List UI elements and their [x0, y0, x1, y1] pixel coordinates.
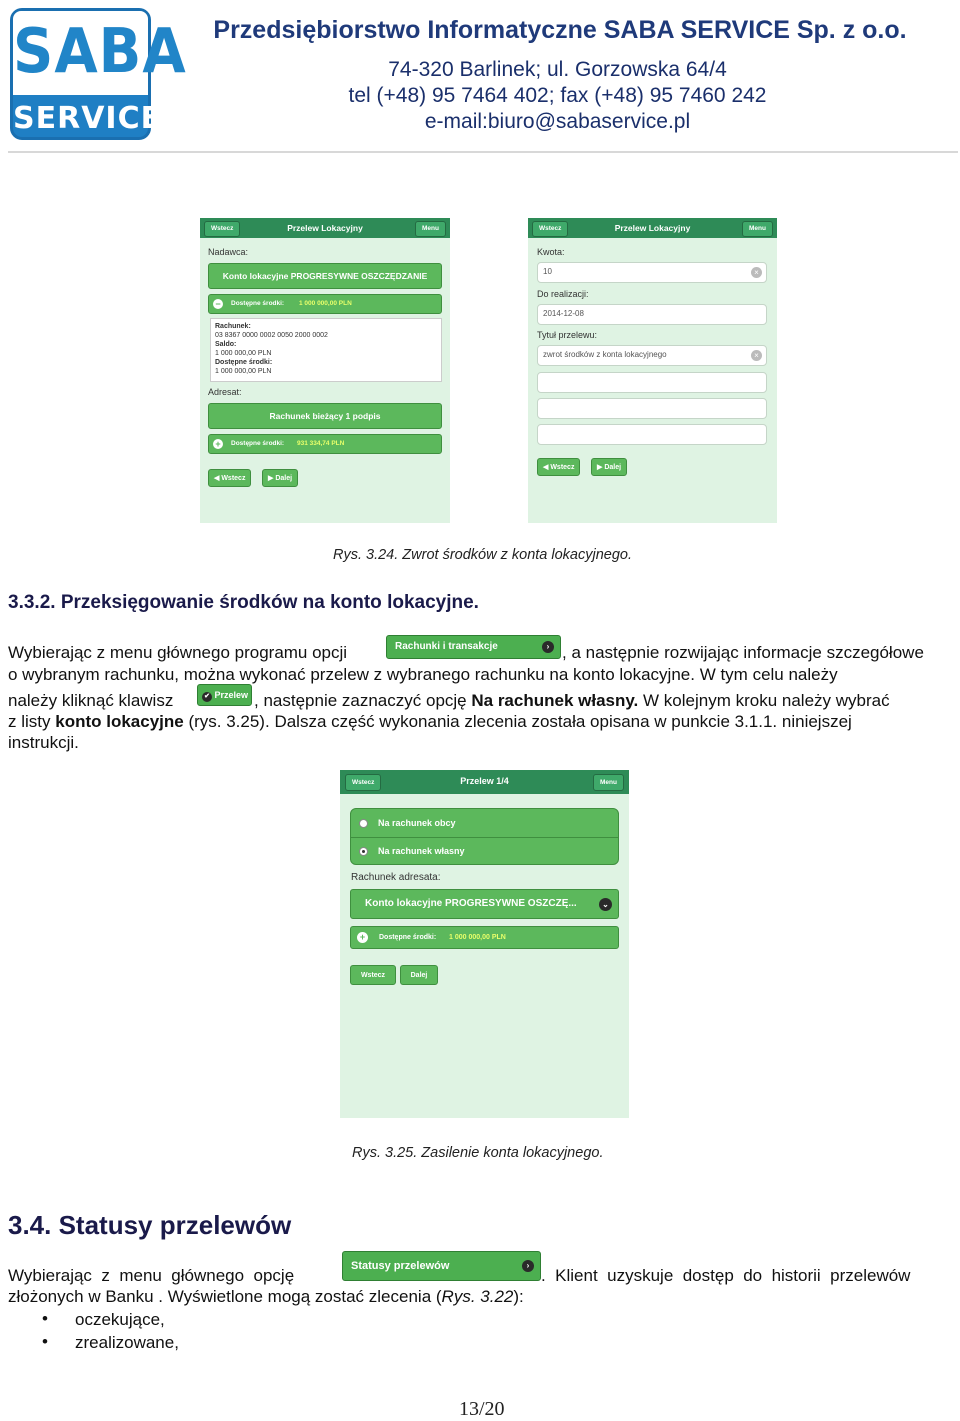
info-available-value: 1 000 000,00 PLN	[215, 368, 272, 375]
radio-na-rachunek-obcy[interactable]	[359, 819, 368, 828]
available-value: 1 000 000,00 PLN	[299, 300, 352, 307]
plus-icon: +	[213, 439, 223, 449]
section-3-3-2-heading: 3.3.2. Przeksięgowanie środków na konto lokacyjne.	[8, 592, 479, 613]
para-line-3b	[254, 690, 890, 711]
logo-text-saba: SABA	[13, 15, 187, 88]
dalej-button[interactable]	[591, 458, 627, 476]
subject-line-4-input[interactable]	[537, 424, 767, 445]
figure-reference: Rys. 3.22	[441, 1287, 514, 1306]
sender-label: Nadawca:	[208, 247, 249, 257]
back-button[interactable]: Wstecz	[532, 221, 568, 237]
dalej-button[interactable]	[262, 469, 298, 487]
available-funds[interactable]	[350, 926, 619, 949]
para-line-4b: (rys. 3.25).	[188, 712, 270, 731]
clear-icon[interactable]: ×	[751, 267, 762, 278]
info-balance-label: Saldo:	[215, 341, 237, 348]
available-value: 1 000 000,00 PLN	[449, 934, 506, 941]
back-button[interactable]: Wstecz	[204, 221, 240, 237]
available-label: Dostępne środki:	[379, 934, 437, 941]
recipient-available-funds[interactable]	[208, 434, 442, 454]
recipient-account-label: Rachunek adresata:	[351, 872, 441, 883]
radio-divider	[351, 837, 618, 838]
statusy-przelewow-button[interactable]	[342, 1251, 541, 1281]
wstecz-button[interactable]	[537, 458, 580, 476]
sender-available-funds[interactable]	[208, 294, 442, 314]
para34-line-2b: ):	[513, 1287, 524, 1306]
arrow-left-icon: ◀	[543, 464, 551, 471]
recipient-account-select[interactable]	[350, 889, 619, 919]
para34-line-1a: Wybierając z menu głównego opcję	[8, 1266, 295, 1285]
para-line-4c: Dalsza część wykonania zlecenia została opisana w punkcie 3.1.1. niniejszej	[274, 712, 852, 731]
arrow-right-icon: ▶	[268, 475, 276, 482]
option-na-rachunek-wlasny: Na rachunek własny.	[471, 691, 639, 710]
date-value: 2014-12-08	[543, 309, 584, 318]
subject-value: zwrot środków z konta lokacyjnego	[543, 350, 667, 359]
menu-button[interactable]: Menu	[415, 221, 446, 237]
arrow-right-icon: ▶	[597, 464, 605, 471]
recipient-label: Adresat:	[208, 387, 242, 397]
chevron-right-icon: ›	[522, 1260, 534, 1272]
top-bar	[340, 770, 629, 794]
menu-button[interactable]: Menu	[742, 221, 773, 237]
para-line-1a: Wybierając z menu głównego programu opcji	[8, 643, 348, 662]
header-divider	[8, 151, 958, 153]
recipient-account-select[interactable]: Rachunek bieżący 1 podpis	[208, 403, 442, 429]
rachunki-label: Rachunki i transakcje	[395, 641, 498, 652]
selected-account: Konto lokacyjne PROGRESYWNE OSZCZĘ...	[365, 898, 577, 909]
radio-na-rachunek-wlasny[interactable]	[359, 847, 368, 856]
caption-fig-3-24: Rys. 3.24. Zwrot środków z konta lokacyjnego.	[333, 547, 632, 563]
para-line-3c-text: W kolejnym kroku należy wybrać	[643, 691, 890, 710]
statusy-label: Statusy przelewów	[351, 1260, 450, 1272]
arrow-left-icon: ◀	[214, 475, 222, 482]
sender-account-select[interactable]: Konto lokacyjne PROGRESYWNE OSZCZĘDZANIE	[208, 263, 442, 289]
section-3-4-heading: 3.4. Statusy przelewów	[8, 1210, 292, 1240]
przelew-label: Przelew	[214, 690, 249, 700]
przelew-button[interactable]	[197, 684, 252, 706]
screen-title: Przelew 1/4	[460, 776, 509, 786]
company-phone: tel (+48) 95 7464 402; fax (+48) 95 7460 242	[348, 84, 767, 107]
minus-icon: −	[213, 299, 223, 309]
para34-line-1b: . Klient uzyskuje dostęp do historii przelewów	[541, 1266, 911, 1285]
rachunki-i-transakcje-button[interactable]	[386, 635, 561, 659]
date-label: Do realizacji:	[537, 289, 589, 299]
date-input[interactable]	[537, 304, 767, 325]
plus-icon: +	[357, 932, 368, 943]
screenshot-transfer-sender	[200, 218, 450, 523]
konto-lokacyjne-bold: konto lokacyjne	[55, 712, 184, 731]
info-available-label: Dostępne środki:	[215, 359, 273, 366]
company-address: 74-320 Barlinek; ul. Gorzowska 64/4	[388, 58, 727, 81]
amount-label: Kwota:	[537, 247, 565, 257]
option-na-rachunek-obcy[interactable]: Na rachunek obcy	[378, 818, 456, 828]
available-label: Dostępne środki:	[231, 440, 285, 447]
available-value: 931 334,74 PLN	[297, 440, 345, 447]
para-line-3b-text: , następnie zaznaczyć opcję	[254, 691, 467, 710]
wstecz-button[interactable]: Wstecz	[350, 965, 396, 985]
company-email: e-mail:biuro@sabaservice.pl	[424, 110, 691, 133]
option-na-rachunek-wlasny[interactable]: Na rachunek własny	[378, 846, 465, 856]
bullet-item: zrealizowane,	[75, 1333, 179, 1352]
wstecz-label: Wstecz	[221, 475, 246, 482]
screen-title: Przelew Lokacyjny	[614, 223, 691, 233]
account-details	[210, 318, 442, 382]
top-bar	[200, 218, 450, 238]
check-icon: ✔	[202, 692, 212, 702]
page-number: 13/20	[459, 1398, 505, 1420]
bullet-dot: •	[42, 1309, 48, 1328]
para34-line-2	[8, 1286, 524, 1307]
info-balance-value: 1 000 000,00 PLN	[215, 350, 272, 357]
clear-icon[interactable]: ×	[751, 350, 762, 361]
subject-line-3-input[interactable]	[537, 398, 767, 419]
subject-line-2-input[interactable]	[537, 372, 767, 393]
info-account-number: 03 8367 0000 0002 0050 2000 0002	[215, 332, 328, 339]
dalej-label: Dalej	[604, 464, 622, 471]
subject-input[interactable]	[537, 345, 767, 366]
bullet-dot: •	[42, 1332, 48, 1351]
para-line-5: instrukcji.	[8, 733, 79, 752]
wstecz-label: Wstecz	[550, 464, 575, 471]
back-button[interactable]: Wstecz	[345, 774, 381, 791]
screenshot-transfer-details	[528, 218, 777, 523]
para-line-4	[8, 711, 852, 732]
dalej-button[interactable]: Dalej	[400, 965, 438, 985]
chevron-right-icon: ›	[542, 641, 554, 653]
info-account-label: Rachunek:	[215, 323, 251, 330]
company-name: Przedsiębiorstwo Informatyczne SABA SERVICE Sp. z o.o.	[213, 16, 907, 44]
amount-input[interactable]	[537, 262, 767, 283]
caption-fig-3-25: Rys. 3.25. Zasilenie konta lokacyjnego.	[352, 1145, 604, 1161]
top-bar	[528, 218, 777, 238]
available-label: Dostępne środki:	[231, 300, 285, 307]
para-line-3a: należy kliknąć klawisz	[8, 691, 174, 710]
menu-button[interactable]: Menu	[593, 774, 624, 791]
wstecz-button[interactable]	[208, 469, 251, 487]
amount-value: 10	[543, 267, 552, 276]
saba-service-logo	[10, 8, 187, 140]
chevron-down-icon: ⌄	[599, 898, 612, 911]
screenshot-transfer-own-account	[340, 770, 629, 1118]
para34-line-2a: złożonych w Banku . Wyświetlone mogą zostać zlecenia (	[8, 1287, 442, 1306]
subject-label: Tytuł przelewu:	[537, 330, 598, 340]
dalej-label: Dalej	[275, 475, 293, 482]
para-line-2: o wybranym rachunku, można wykonać przelew z wybranego rachunku na konto lokacyjne. W tym celu należy	[8, 665, 838, 684]
para-line-4a: z listy	[8, 712, 51, 731]
logo-text-service: SERVICE	[13, 101, 163, 136]
screen-title: Przelew Lokacyjny	[287, 223, 363, 233]
para-line-1b: , a następnie rozwijając informacje szczegółowe	[562, 643, 924, 662]
bullet-item: oczekujące,	[75, 1310, 165, 1329]
transfer-type-radio-group	[350, 808, 619, 865]
